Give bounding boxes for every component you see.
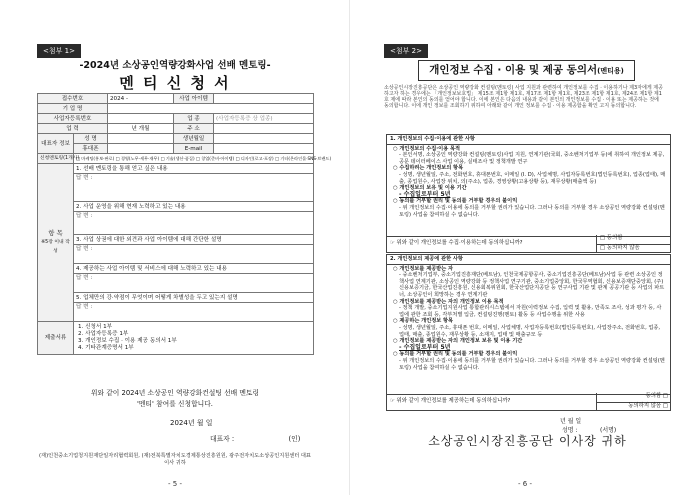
- applicant-label: 대표자 :: [210, 435, 235, 443]
- seal-mark: (인): [288, 435, 301, 443]
- bizno-field[interactable]: [108, 114, 174, 124]
- reg-no-label: 접수번호: [38, 94, 108, 104]
- section-1-header: 1. 개인정보의 수집·이용에 관한 사항: [387, 135, 670, 145]
- consent-name-label: 성명 :: [562, 427, 578, 434]
- question-3: 3. 사업 상권에 대한 외견과 사업 아이템에 대해 간단한 설명: [74, 235, 314, 245]
- s1-period-text: - 수집일로부터 5년: [399, 190, 451, 198]
- company-field[interactable]: [108, 104, 314, 114]
- answer-2[interactable]: 답 변 :: [74, 212, 314, 235]
- consent-addressee: 소상공인시장진흥공단 이사장 귀하: [428, 434, 627, 448]
- answer-3[interactable]: 답 변 :: [74, 245, 314, 264]
- section-2-box: [386, 254, 671, 395]
- answer-4[interactable]: 답 변 :: [74, 274, 314, 293]
- section-2-body: [387, 265, 670, 374]
- doc-item: 4. 기타관계증명서 1부: [78, 345, 134, 351]
- s2-question: ☞ 위와 같이 개인정보를 제공하는데 동의하십니까?: [390, 398, 511, 404]
- question-5: 5. 업체만의 강·약점이 무엇이며 어떻게 차별성을 두고 있는지 설명: [74, 293, 314, 303]
- s1-items-title: ○ 수집하려는 개인정보의 항목: [393, 165, 464, 172]
- s2-purpose-title: ○ 개인정보를 제공받는 자의 개인정보 이용 목적: [393, 298, 504, 305]
- form-subtitle: -2024년 소상공인역량강화사업 선배 멘토링-: [79, 60, 271, 71]
- institution-line: (재)인천중소기업청지원재단일자리협력회원, (재)전북특별자치도경제통상진흥원원, 광주전자치도소상공인지원센터 대표이사 귀하: [39, 453, 311, 466]
- s1-refuse-title: ○ 동의를 거부할 권리 및 동의를 거부할 경우의 불이익: [393, 198, 518, 205]
- s2-disagree-checkbox[interactable]: 동의하지 않음 □: [628, 402, 668, 409]
- consent-title-suffix: (멘티용): [597, 67, 624, 75]
- address-label: 주 소: [174, 124, 214, 134]
- s2-recipient-text: - 중소벤처기업부, 중소기업진흥재단(베트남), 인천국제공항공사, 중소기업진흥공단(베트남)사업 등 관련 소상공인 정책사업 연계기관, 소상공인 역량강화 등 정책사업 연구기관, 중소기업중앙회, 한국무역협회, 신용보증재단중앙회, (주)신용보증기금, 한국산업진흥원, 신용회복위원회, 한국산업단지공단 등 연구사업 기관 및 관계 공공기관 등 사업의 파트너, 소상공인이 희망하는 경우 연계기관: [399, 272, 665, 298]
- section-1-body: [387, 145, 670, 221]
- s1-items-text: - 성명, 생년월일, 주소, 전화번호, 휴대폰번호, 이메일 (I. D), 사업체명, 사업자등록번호(법인등록번호), 업종(업태), 매출, 종업원수, 사업장 위치, 의(주소), 업종, 경영상황(고용상황 등), 재무상황(매출액 등): [399, 171, 666, 185]
- s2-items-text: - 성명, 생년월일, 주소, 휴대폰 번호, 이메일, 사업체명, 사업자등록번호(법인등록번호), 사업장주소, 전화번호, 업종, 업태, 매출, 종업원수, 재무상황 등, 소재지, 업태 및 매출규모 등: [399, 324, 661, 338]
- docs-list: [74, 322, 314, 355]
- s2-recipient-title: ○ 개인정보를 제공받는 자: [393, 265, 454, 272]
- application-date: 2024년 월 일: [170, 419, 213, 427]
- answer-1[interactable]: 답 변 :: [74, 174, 314, 202]
- s1-agree-checkbox[interactable]: □ 동의함: [597, 235, 671, 245]
- s2-refuse-title: ○ 동의를 거부할 권리 및 동의를 거부할 경우의 불이익: [393, 351, 518, 358]
- rep-label: 대표자 정보: [38, 134, 74, 154]
- doc-item: 1. 신청서 1부: [78, 324, 113, 330]
- section-1-agree-row: [386, 235, 671, 253]
- company-label: 기 업 명: [38, 104, 108, 114]
- s2-period-text: - 수집일로부터 5년: [399, 343, 451, 351]
- questions-note: ※5장 이내 작성: [41, 240, 70, 254]
- s2-agree-checkbox[interactable]: 동의함 □: [597, 393, 671, 403]
- closing-line-1: 위와 같이 2024년 소상공인 역량강화컨설팅 선배 멘토링: [90, 389, 260, 397]
- industry-field[interactable]: (사업자등록증 상 업종): [214, 114, 314, 124]
- name-label: 성 명: [74, 134, 108, 144]
- s2-period-title: ○ 개인정보를 제공받는 자의 개인정보 보유 및 이용 기간: [393, 338, 523, 345]
- question-2: 2. 사업 운영을 위해 현재 노력하고 있는 내용: [74, 202, 314, 212]
- questions-title: 항 목: [48, 229, 63, 237]
- item-field[interactable]: [214, 94, 314, 104]
- bizno-label: 사업자등록번호: [38, 114, 108, 124]
- closing-line-2: '멘티' 참여를 신청합니다.: [137, 400, 213, 408]
- question-4: 4. 제공하는 사업 아이템 및 서비스에 대해 노력하고 있는 내용: [74, 264, 314, 274]
- address-field[interactable]: [214, 124, 314, 134]
- attachment-tag: <첨부 2>: [384, 44, 428, 58]
- applicant-line: [210, 433, 300, 443]
- section-2-header: 2. 개인정보의 제공에 관한 사항: [387, 255, 670, 265]
- career-field[interactable]: 년 개월: [108, 124, 174, 134]
- birth-label: 생년월일: [174, 134, 214, 144]
- field-checkboxes[interactable]: □ 마케팅(홍보·판로) □ 경영(노무·세무·재무) □ 기술(생산·품질) □ 창업(준비·아이템) □ 디자인(로고·포장) □ 기타(온라인몰·SNS·브랜드): [74, 154, 314, 164]
- phone-field[interactable]: [108, 144, 174, 154]
- consent-title-text: 개인정보 수집 · 이용 및 제공 동의서: [429, 64, 598, 76]
- name-field[interactable]: [108, 134, 174, 144]
- email-label: E-mail: [174, 144, 214, 154]
- s1-purpose-text: - 본인서명, 소상공인 역량강화 컨설팅(멘토링)사업 지원, 연계기관(국회, 중소벤처기업부 등)에 취하여 개인정보 제공, 공문 데이터베이스 사업 이용, 실태조사 및 정책개발 연구: [399, 152, 665, 165]
- section-1-box: [386, 134, 671, 237]
- birth-field[interactable]: [214, 134, 314, 144]
- consent-date: 년 월 일: [560, 418, 582, 425]
- email-field[interactable]: [214, 144, 314, 154]
- industry-label: 업 종: [174, 114, 214, 124]
- field-label: 신청멘토링(1개사): [38, 154, 74, 164]
- doc-item: 2. 사업자등록증 1부: [78, 331, 129, 337]
- consent-intro: 소상공인시장진흥공단은 소상공인 역량강화 컨설팅(멘토링) 사업 지원과 관련하여 개인정보를 수집 · 이용하기나 제3자에게 제공하고자 하는 경우에는 「개인정보보호법」 제15조 제1항 제1호, 제17조 제1항 제1호, 제23조 제1항 제1호, 제24조 제1항 제1호 제에 따라 본인의 동의를 얻어야 합니다. 이에 본인은 다음의 내용과 같이 본인의 개인정보를 수집 · 이용 또는 제공하는 것에 동의합니다. 이에 개인 정보를 조회하기 위하여 아래와 같이 개인 정보를 수집 · 이용 제공함을 확인 고지 동의합니다.: [384, 85, 663, 109]
- consent-title: [418, 60, 635, 81]
- questions-label: [38, 164, 74, 322]
- s2-items-title: ○ 제공하는 개인정보 항목: [393, 318, 454, 325]
- s2-purpose-text: - 정책 개발, 중소기업지원사업 통합관리시스템에서 자원(이력정보 수집, 입력 및 활용, 만족도 조사, 성과 평가 등, 사업에 관한 조회 등, 각부처별 입금, 컨설팅진행(멘토) 활동 등 사업수행을 위한 사용: [399, 305, 662, 318]
- doc-item: 3. 개인정보 수집 · 이용 제공 동의서 1부: [78, 338, 177, 344]
- s1-disagree-checkbox[interactable]: □ 동의하지 않음: [600, 244, 640, 251]
- docs-label: 제출서류: [38, 322, 74, 355]
- s1-period-title: ○ 개인정보의 보유 및 이용 기간: [393, 185, 467, 192]
- s2-refuse-text: - 위 개인정보의 수집·이용에 동의를 거부할 권리가 있습니다. 그러나 동의를 거부할 경우 소상공인 역량강화 컨설팅(멘토링) 사업을 참여하실 수 없습니다.: [399, 357, 665, 371]
- page-divider: [349, 0, 350, 495]
- s1-options: [596, 235, 671, 252]
- s1-refuse-text: - 위 개인정보의 수집·이용에 동의를 거부할 권리가 있습니다. 그러나 동의를 거부할 경우 소상공인 역량강화 컨설팅(멘토링) 사업을 참여하실 수 없습니다.: [399, 204, 665, 218]
- s1-purpose-title: ○ 개인정보의 수집·이용 목적: [393, 145, 461, 152]
- closing-text: [0, 388, 350, 410]
- reg-no-value[interactable]: 2024 -: [108, 94, 174, 104]
- answer-5[interactable]: 답 변 :: [74, 303, 314, 322]
- mentee-application-table: [37, 93, 332, 355]
- attachment-tag: <첨부 1>: [37, 44, 81, 58]
- career-label: 업 력: [38, 124, 108, 134]
- item-label: 사업 아이템: [174, 94, 214, 104]
- s2-options: [596, 393, 671, 410]
- s1-question: ☞ 위와 같이 개인정보를 수집·이용하는데 동의하십니까?: [390, 240, 523, 246]
- question-1: 1. 선배 멘토링을 통해 얻고 싶은 내용: [74, 164, 314, 174]
- form-title: 멘 티 신 청 서: [119, 74, 231, 92]
- phone-label: 휴대폰: [74, 144, 108, 154]
- consent-sign-mark: (서명): [600, 427, 617, 434]
- page-number: - 5 -: [168, 480, 182, 488]
- page-number: - 6 -: [518, 480, 532, 488]
- section-2-agree-row: [386, 393, 671, 411]
